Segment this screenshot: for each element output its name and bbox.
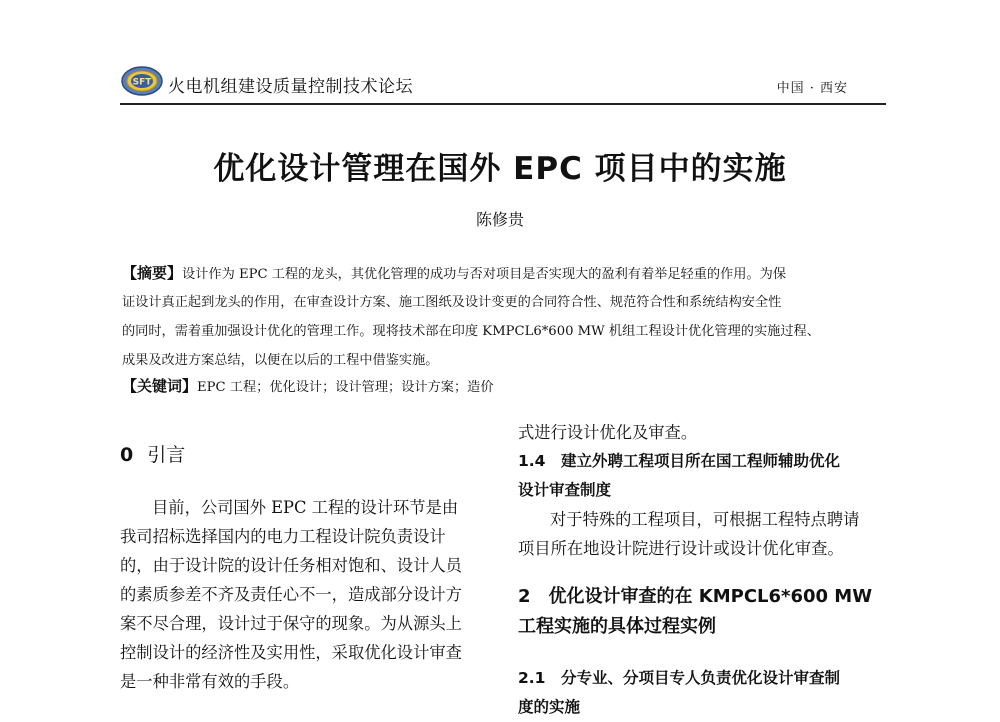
- abstract-label: 【摘要】: [122, 264, 183, 282]
- author-name: 陈修贵: [475, 210, 524, 229]
- keywords-label: 【关键词】: [122, 377, 198, 395]
- paragraph-line: 我司招标选择国内的电力工程设计院负责设计: [120, 527, 446, 546]
- abstract-line: 【摘要】设计作为 EPC 工程的龙头，其优化管理的成功与否对项目是否实现大的盈利有着举足轻重的作用。为保: [122, 264, 787, 282]
- abstract-line: 的同时，需着重加强设计优化的管理工作。现将技术部在印度 KMPCL6*600 MW 机组工程设计优化管理的实施过程、: [122, 324, 820, 339]
- logo-lettering: SFT: [132, 77, 152, 88]
- section-title: 引言: [147, 444, 186, 466]
- paragraph-line: 项目所在地设计院进行设计或设计优化审查。: [518, 539, 844, 558]
- right-column: [518, 418, 884, 722]
- left-column: [120, 440, 485, 696]
- paragraph-line: 是一种非常有效的手段。: [120, 672, 300, 691]
- paragraph-line: 目前，公司国外 EPC 工程的设计环节是由: [152, 498, 459, 517]
- section-heading: [120, 440, 485, 470]
- subsection-heading-1-4: 1.4 建立外聘工程项目所在国工程师辅助优化 设计审查制度: [518, 452, 840, 499]
- keywords-text: EPC 工程；优化设计；设计管理；设计方案；造价: [197, 380, 494, 395]
- journal-name: 火电机组建设质量控制技术论坛: [168, 77, 413, 97]
- paper-title: 优化设计管理在国外 EPC 项目中的实施: [213, 151, 787, 187]
- subsection-heading-2-1: 2.1 分专业、分项目专人负责优化设计审查制 度的实施: [518, 669, 840, 716]
- paragraph-line: 控制设计的经济性及实用性，采取优化设计审查: [120, 643, 462, 662]
- conference-location: 中国 · 西安: [776, 81, 848, 96]
- section-number: 0: [120, 444, 134, 466]
- section-heading-2: 2 优化设计审查的在 KMPCL6*600 MW 工程实施的具体过程实例: [518, 586, 873, 637]
- abstract: [122, 259, 884, 375]
- forum-logo: [120, 65, 168, 97]
- page-header: [120, 63, 886, 105]
- keywords: [122, 372, 884, 402]
- paragraph-line: 式进行设计优化及审查。: [518, 423, 698, 442]
- paragraph-line: 案不尽合理，设计过于保守的现象。为从源头上: [120, 614, 462, 633]
- abstract-line: 证设计真正起到龙头的作用，在审查设计方案、施工图纸及设计变更的合同符合性、规范符合性和系统结构安全性: [122, 295, 782, 310]
- abstract-line: 成果及改进方案总结，以便在以后的工程中借鉴实施。: [122, 353, 439, 368]
- paragraph-line: 的，由于设计院的设计任务相对饱和、设计人员: [120, 556, 462, 575]
- paragraph-line: 的素质参差不齐及责任心不一，造成部分设计方: [120, 585, 462, 604]
- paragraph-line: 对于特殊的工程项目，可根据工程特点聘请: [550, 510, 860, 529]
